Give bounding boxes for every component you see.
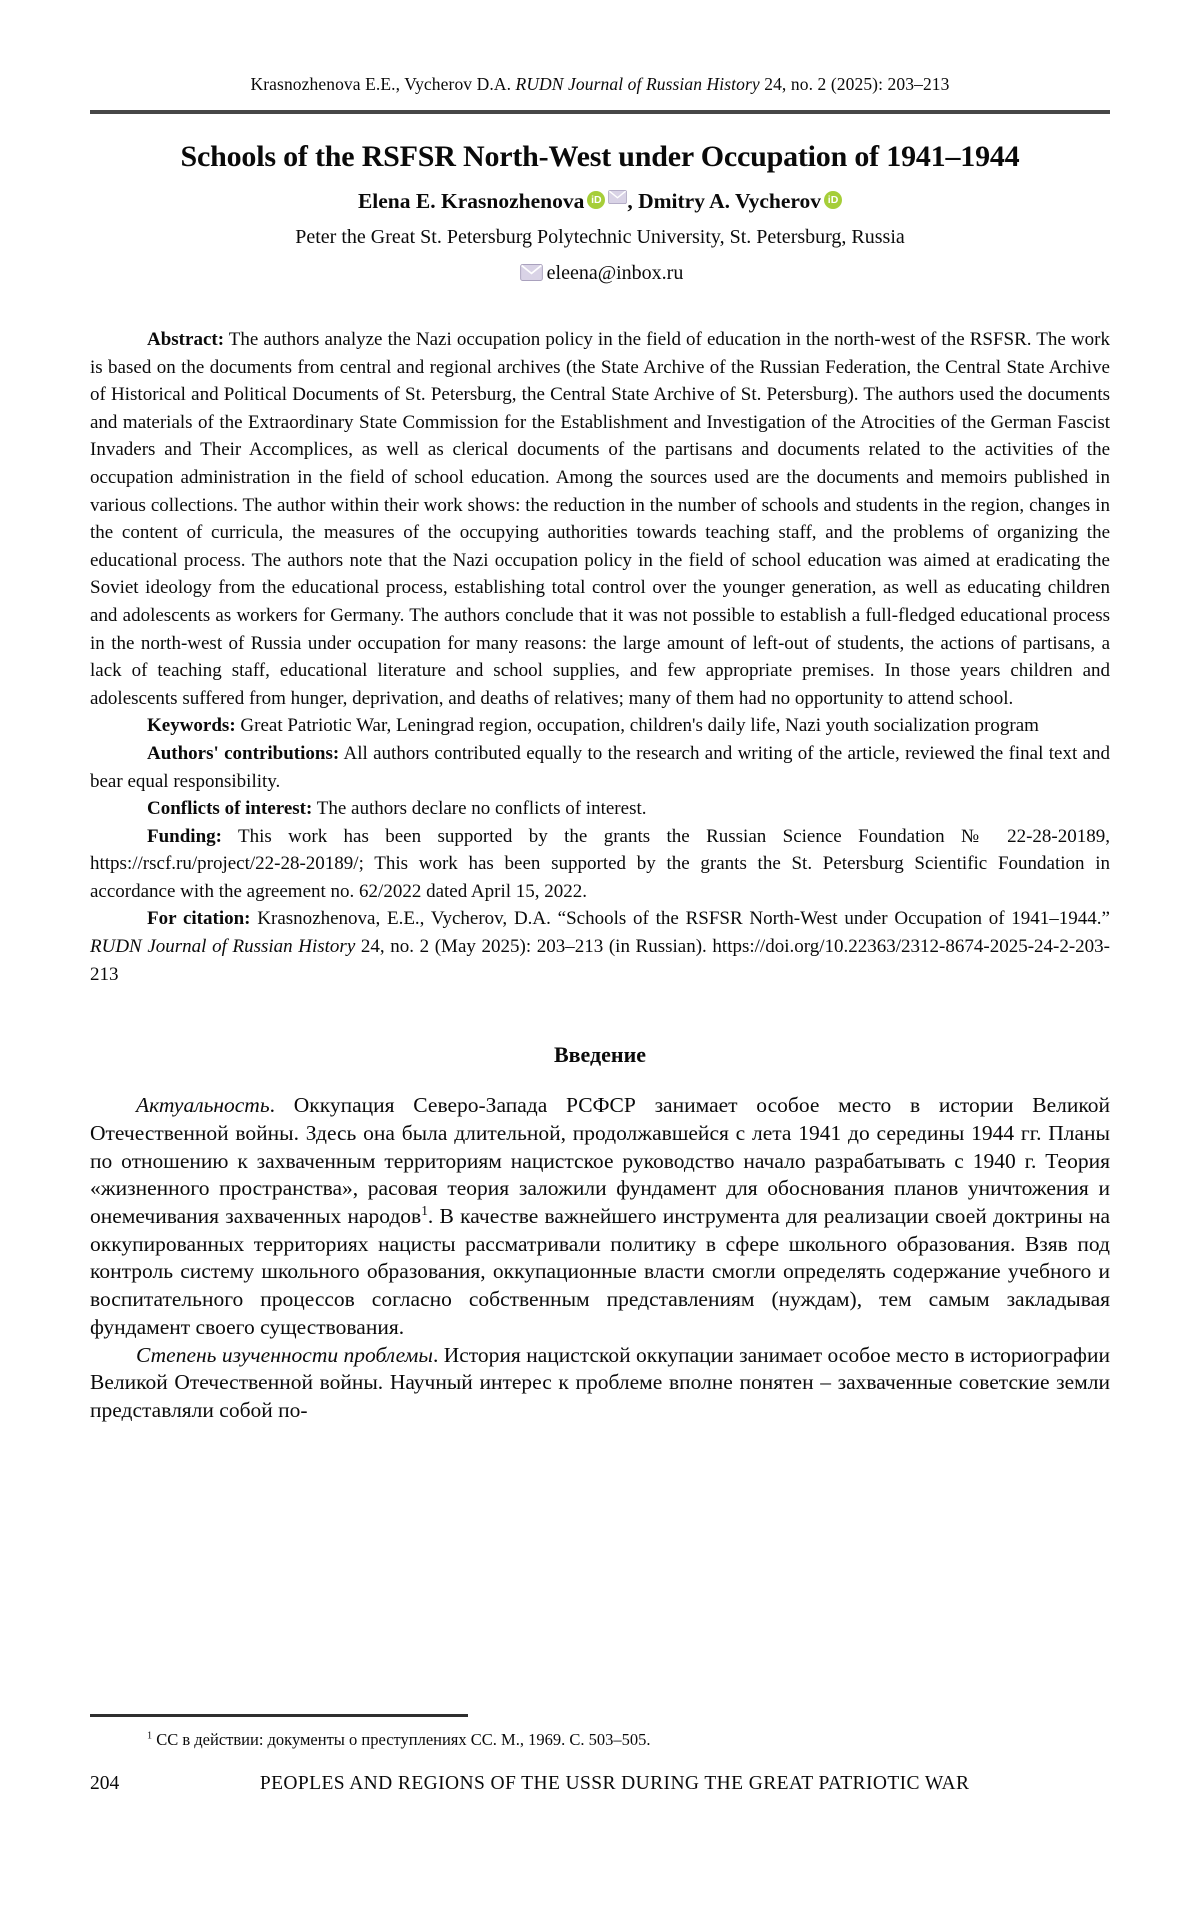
affiliation: Peter the Great St. Petersburg Polytechnic University, St. Petersburg, Russia [295,226,905,248]
footnote-text: СС в действии: документы о преступлениях СС. М., 1969. С. 503–505. [152,1729,651,1749]
citation-paragraph [90,905,1110,988]
email-address[interactable]: eleena@inbox.ru [546,262,684,284]
header-journal-title: RUDN Journal of Russian History [515,74,760,94]
front-matter [90,326,1110,988]
paragraph-lead-italic: Актуальность [136,1093,270,1118]
article-title: Schools of the RSFSR North-West under Occupation of 1941–1944 [180,139,1020,173]
keywords-label: Keywords: [147,715,236,737]
keywords-text: Great Patriotic War, Leningrad region, occupation, children's daily life, Nazi youth socialization program [235,715,1039,737]
footnote [90,1730,1110,1750]
envelope-icon[interactable] [608,190,627,204]
contributions-paragraph [90,740,1110,795]
intro-paragraph-1 [90,1092,1110,1341]
keywords-paragraph [90,712,1110,740]
citation-text-1: Krasnozhenova, E.E., Vycherov, D.A. “Schools of the RSFSR North-West under Occupation of 1941–1944.” [250,908,1110,930]
conflicts-paragraph [90,795,1110,823]
abstract-label: Abstract: [147,329,225,350]
abstract-text: The authors analyze the Nazi occupation policy in the field of education in the north-west of the RSFSR. The work is based on the documents from central and regional archives (the State Archive of the Russian Federation, the Central State Archive of Historical and Political Documents of St. Petersburg, the Central State Archive of St. Petersburg). The authors used the documents and materials of the Extraordinary State Commission for the Establishment and Investigation of the Atrocities of the German Fascist Invaders and Their Accomplices, as well as clerical documents of the partisans and documents related to the activities of the occupation administration in the field of school education. Among the sources used are the documents and memoirs published in various collections. The author within their work shows: the reduction in the number of schools and students in the region, changes in the content of curricula, the measures of the occupying authorities towards teaching staff, and the problems of organizing the educational process. The authors note that the Nazi occupation policy in the field of school education was aimed at eradicating the Soviet ideology from the educational process, establishing total control over the younger generation, as well as educating children and adolescents as workers for Germany. The authors conclude that it was not possible to establish a full-fledged educational process in the north-west of Russia under occupation for many reasons: the large amount of left-out of students, the actions of partisans, a lack of teaching staff, educational literature and school supplies, and few appropriate premises. In those years children and adolescents suffered from hunger, deprivation, and deaths of relatives; many of them had no opportunity to attend school. [90,329,1110,709]
section-heading-introduction: Введение [553,1042,647,1068]
header-issue-info: 24, no. 2 (2025): 203–213 [759,74,950,94]
contributions-label: Authors' contributions: [147,742,340,764]
author-1-name: Elena E. Krasnozhenova [357,189,585,213]
running-title: PEOPLES AND REGIONS OF THE USSR DURING THE GREAT PATRIOTIC WAR [259,1772,970,1794]
funding-paragraph [90,823,1110,906]
envelope-icon [520,264,543,281]
header-authors: Krasnozhenova E.E., Vycherov D.A. [250,74,516,94]
running-header-citation [90,0,1110,95]
conflicts-label: Conflicts of interest: [147,798,313,820]
authors-line [90,189,1110,214]
citation-journal-title: RUDN Journal of Russian History [90,936,356,958]
footnote-reference[interactable]: 1 [421,1202,428,1218]
orcid-icon[interactable]: iD [824,191,842,209]
intro-paragraph-2 [90,1342,1110,1425]
conflicts-text: The authors declare no conflicts of interest. [312,798,647,820]
page-number: 204 [90,1772,120,1794]
funding-label: Funding: [147,825,222,847]
citation-text-2: 24, no. 2 (May 2025): 203–213 (in Russian). https://doi.org/10.22363/2312-8674-2025-24-2-203-213 [90,936,1110,985]
abstract-paragraph [90,326,1110,712]
orcid-icon[interactable]: iD [587,191,605,209]
paragraph-lead-italic: Степень изученности проблемы [136,1342,433,1367]
authors-separator: , [627,189,639,213]
paragraph-text: . В качестве важнейшего инструмента для реализации своей доктрины на оккупированных территориях нацисты рассматривали политику в сфере школьного образования. Взяв под контроль систему школьного образования, оккупационные власти смогли определять содержание учебного и воспитательного процессов согласно собственным представлениям (нуждам), тем самым закладывая фундамент своего существования. [90,1204,1111,1339]
citation-label: For citation: [147,908,251,930]
funding-text: This work has been supported by the grants the Russian Science Foundation № 22-28-20189, https://rscf.ru/project/22-28-20189/; This work has been supported by the grants the St. Petersburg Scientific Foundation in accordance with the agreement no. 62/2022 dated April 15, 2022. [90,825,1110,902]
footnote-number: 1 [147,1730,153,1741]
email-line [90,262,1110,285]
footnote-rule [90,1714,468,1717]
paragraph-text: . История нацистской оккупации занимает особое место в историографии Великой Отечественной войны. Научный интерес к проблеме вполне понятен – захваченные советские земли представляли собой по- [90,1342,1110,1422]
page-footer [90,1773,1110,1795]
paragraph-text: . Оккупация Северо-Запада РСФСР занимает особое место в истории Великой Отечественной войны. Здесь она была длительной, продолжавшейся с лета 1941 до середины 1944 гг. Планы по отношению к захваченным территориям нацистское руководство начало разрабатывать с 1940 г. Теория «жизненного пространства», расовая теория заложили фундамент для обоснования планов уничтожения и онемечивания захваченных народов [90,1093,1110,1229]
page-bottom [90,1714,1110,1795]
author-2-name: Dmitry A. Vycherov [638,189,822,213]
contributions-text: All authors contributed equally to the research and writing of the article, reviewed the final text and bear equal responsibility. [90,742,1110,792]
header-rule [90,110,1110,114]
